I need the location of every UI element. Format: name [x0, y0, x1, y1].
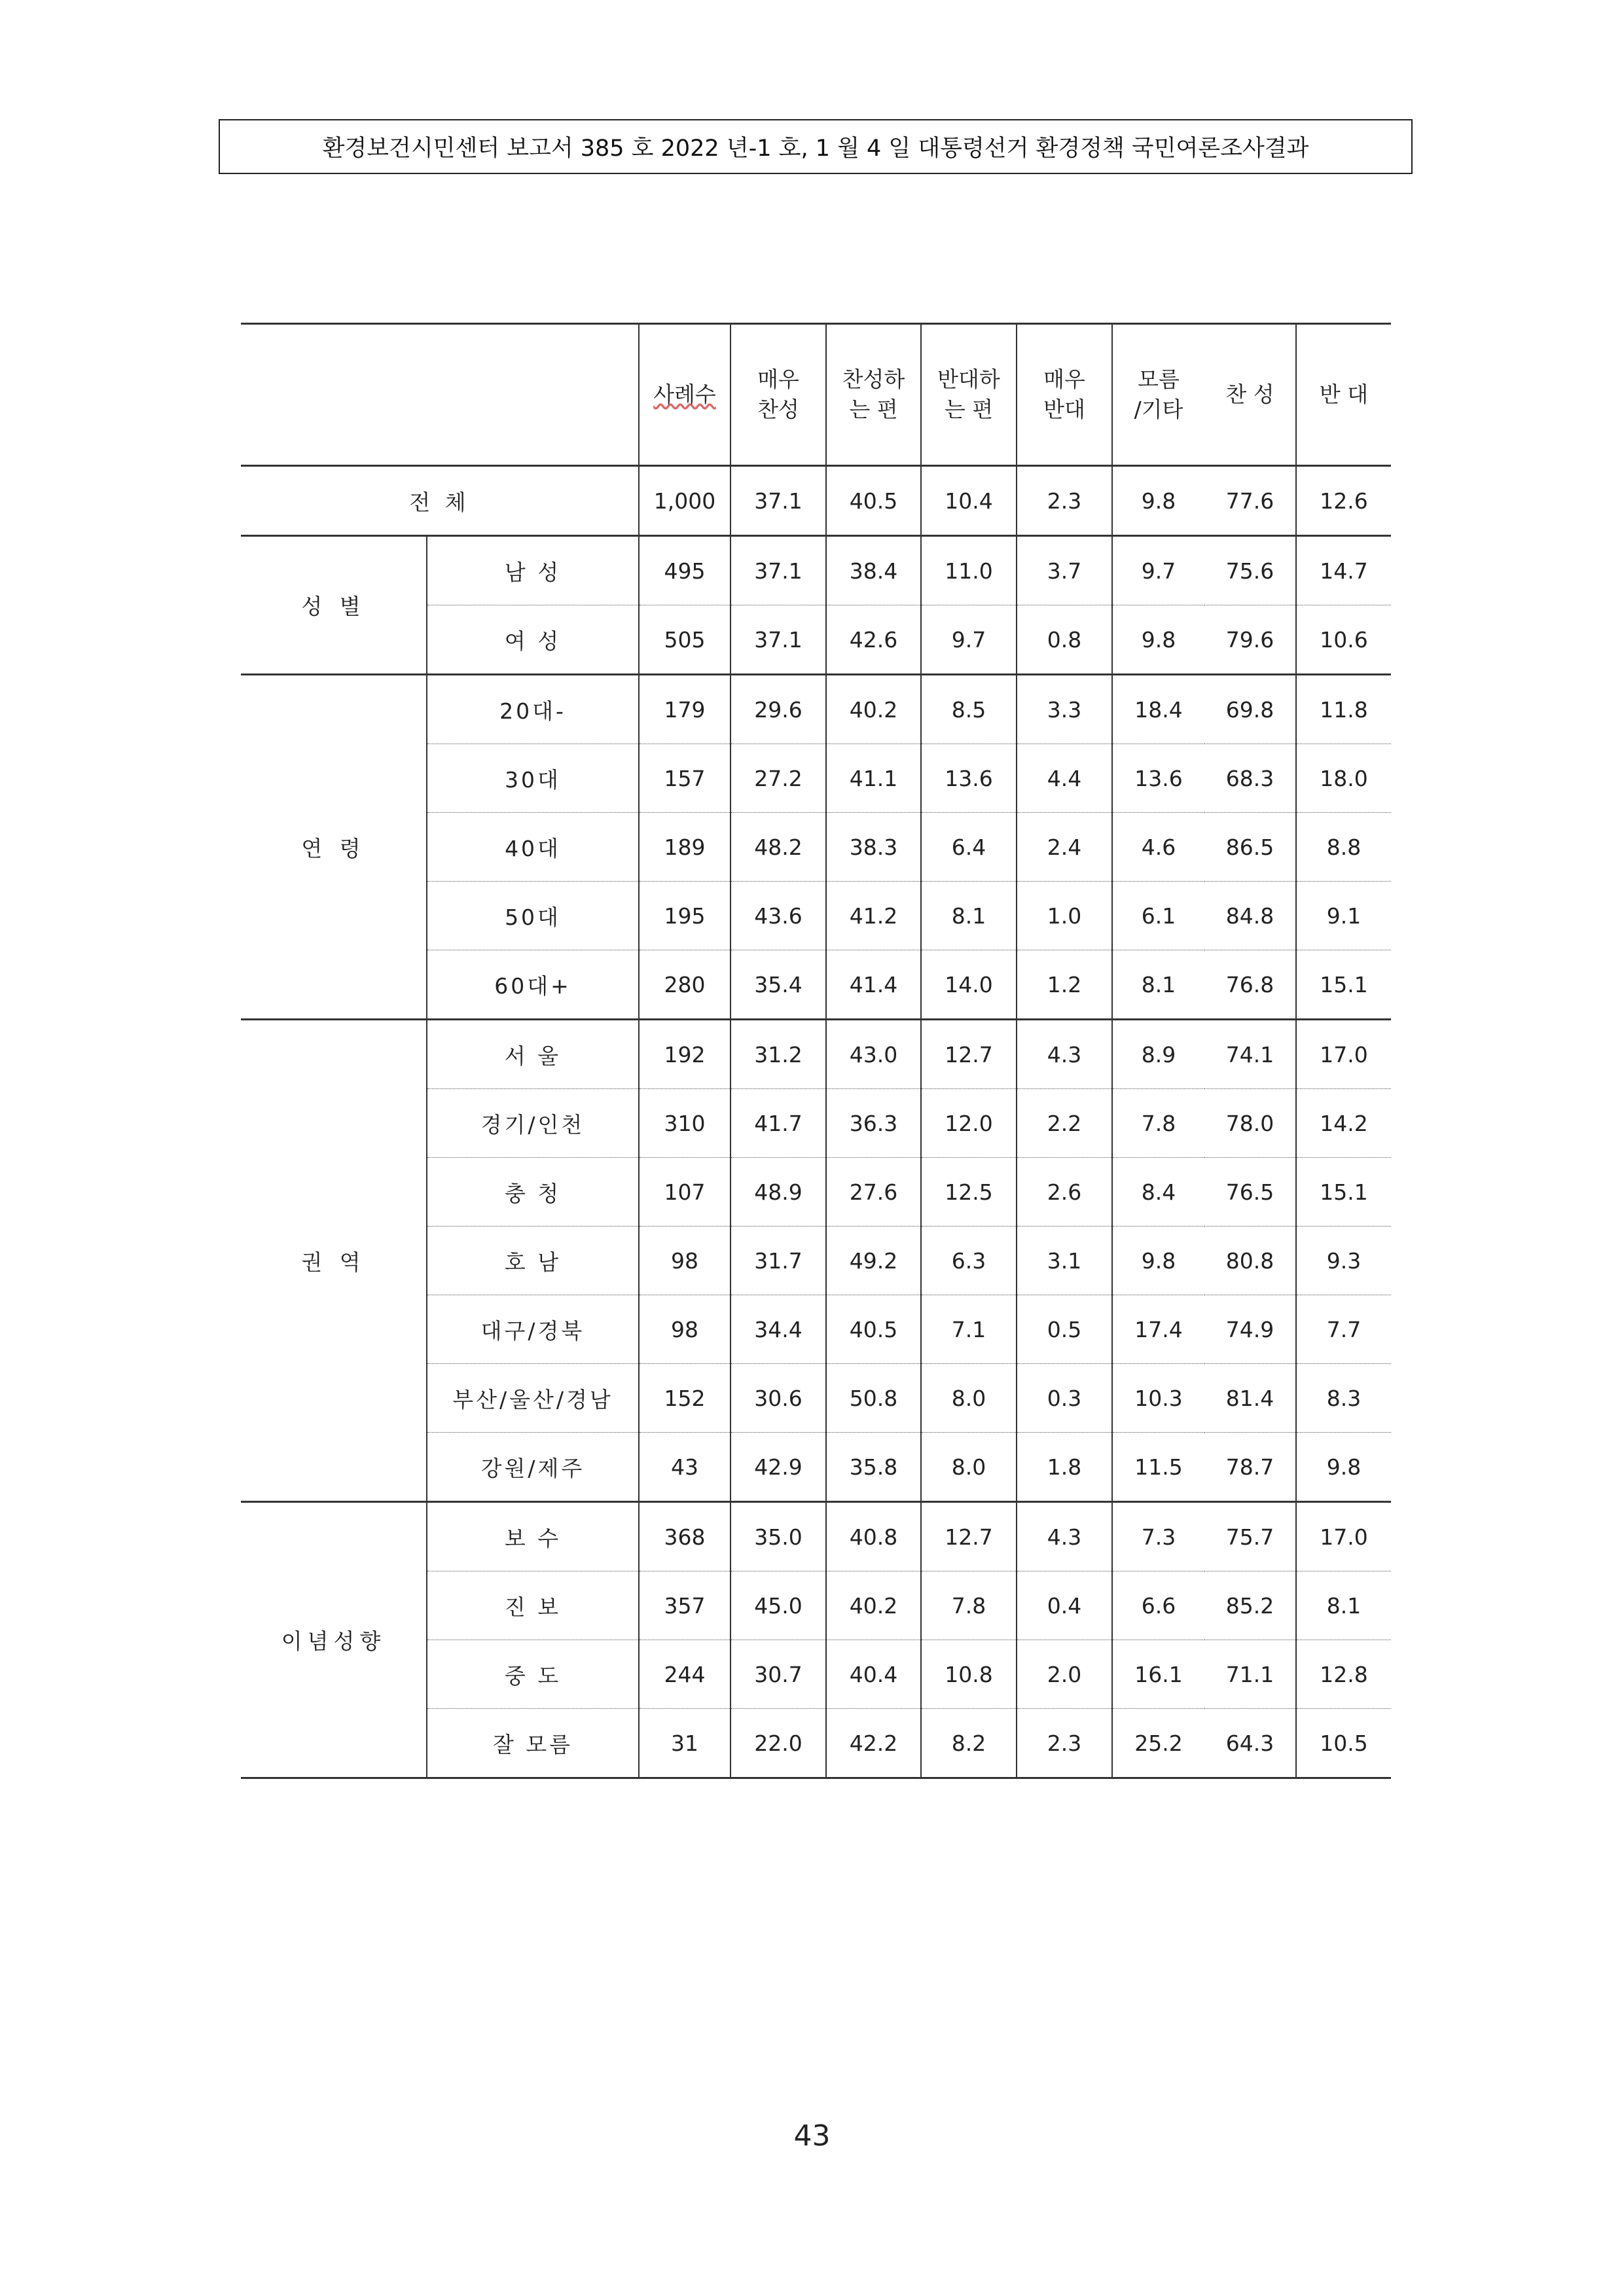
column-header — [1112, 324, 1204, 466]
value-cell: 9.1 — [1296, 882, 1391, 950]
value-cell: 8.1 — [1112, 950, 1204, 1020]
value-cell: 1.0 — [1017, 882, 1112, 950]
value-cell: 15.1 — [1296, 950, 1391, 1020]
value-cell: 30.6 — [731, 1364, 826, 1433]
value-cell: 4.6 — [1112, 813, 1204, 882]
value-cell: 8.3 — [1296, 1364, 1391, 1433]
value-cell: 85.2 — [1225, 1592, 1274, 1619]
row-label: 중 도 — [427, 1640, 639, 1709]
value-cell: 7.8 — [921, 1571, 1017, 1640]
value-cell: 6.3 — [921, 1227, 1017, 1295]
value-cell: 81.4 — [1225, 1385, 1274, 1411]
header-corner-cell — [241, 324, 639, 466]
column-header-line: 찬성 — [757, 397, 799, 422]
group-label: 연 령 — [241, 675, 427, 1020]
value-cell: 107 — [639, 1158, 731, 1227]
column-header-line: 반 대 — [1319, 382, 1369, 407]
table-row — [241, 536, 1391, 605]
value-cell: 11.8 — [1296, 675, 1391, 744]
row-label: 진 보 — [427, 1571, 639, 1640]
value-cell: 2.2 — [1017, 1089, 1112, 1158]
value-cell: 79.6 — [1225, 626, 1274, 653]
value-cell: 8.8 — [1296, 813, 1391, 882]
column-header — [826, 324, 921, 466]
value-cell: 10.6 — [1296, 605, 1391, 675]
value-cell: 40.8 — [826, 1502, 921, 1571]
value-cell: 8.0 — [921, 1364, 1017, 1433]
value-cell: 42.9 — [731, 1433, 826, 1502]
row-label: 강원/제주 — [427, 1433, 639, 1502]
value-cell: 74.1 — [1225, 1041, 1274, 1067]
value-cell: 71.1 — [1225, 1661, 1274, 1687]
value-cell: 69.8 — [1225, 696, 1274, 723]
value-cell: 10.4 — [921, 466, 1017, 536]
value-cell: 98 — [639, 1295, 731, 1364]
value-cell: 4.3 — [1017, 1502, 1112, 1571]
value-cell: 42.6 — [826, 605, 921, 675]
row-label-total: 전 체 — [409, 489, 470, 515]
value-cell: 0.8 — [1017, 605, 1112, 675]
value-cell: 35.4 — [731, 950, 826, 1020]
value-cell: 75.7 — [1225, 1524, 1274, 1550]
value-cell: 6.6 — [1112, 1571, 1204, 1640]
value-cell: 84.8 — [1225, 903, 1274, 929]
row-label: 보 수 — [427, 1502, 639, 1571]
report-header — [219, 119, 1413, 174]
value-cell: 8.2 — [921, 1709, 1017, 1778]
value-cell: 10.8 — [921, 1640, 1017, 1709]
value-cell: 12.7 — [921, 1502, 1017, 1571]
value-cell: 9.8 — [1296, 1433, 1391, 1502]
value-cell: 35.0 — [731, 1502, 826, 1571]
survey-results-table — [241, 323, 1391, 1779]
value-cell: 38.3 — [826, 813, 921, 882]
value-cell: 2.0 — [1017, 1640, 1112, 1709]
value-cell: 310 — [639, 1089, 731, 1158]
value-cell: 77.6 — [1225, 488, 1274, 514]
value-cell: 6.1 — [1112, 882, 1204, 950]
value-cell: 40.5 — [826, 466, 921, 536]
value-cell: 368 — [639, 1502, 731, 1571]
value-cell: 9.8 — [1112, 466, 1204, 536]
page-number: 43 — [793, 2119, 831, 2153]
value-cell: 152 — [639, 1364, 731, 1433]
value-cell: 31.2 — [731, 1020, 826, 1089]
value-cell: 27.2 — [731, 744, 826, 813]
value-cell: 41.1 — [826, 744, 921, 813]
value-cell: 7.3 — [1112, 1502, 1204, 1571]
value-cell: 14.2 — [1296, 1089, 1391, 1158]
value-cell: 10.3 — [1112, 1364, 1204, 1433]
column-header-line: 는 편 — [944, 397, 994, 422]
value-cell: 357 — [639, 1571, 731, 1640]
column-header — [639, 324, 731, 466]
row-label: 남 성 — [427, 536, 639, 605]
value-cell: 9.8 — [1112, 605, 1204, 675]
value-cell: 78.0 — [1225, 1110, 1274, 1136]
value-cell: 179 — [639, 675, 731, 744]
row-label: 호 남 — [427, 1227, 639, 1295]
column-header-line: 는 편 — [849, 397, 898, 422]
value-cell: 6.4 — [921, 813, 1017, 882]
value-cell: 42.2 — [826, 1709, 921, 1778]
value-cell: 15.1 — [1296, 1158, 1391, 1227]
value-cell: 17.0 — [1296, 1020, 1391, 1089]
value-cell: 38.4 — [826, 536, 921, 605]
value-cell: 18.4 — [1112, 675, 1204, 744]
value-cell: 86.5 — [1225, 834, 1274, 860]
value-cell: 8.5 — [921, 675, 1017, 744]
column-header-line: 모름 — [1138, 367, 1180, 392]
row-label: 여 성 — [427, 605, 639, 675]
value-cell: 50.8 — [826, 1364, 921, 1433]
row-label: 50대 — [427, 882, 639, 950]
row-label: 대구/경북 — [427, 1295, 639, 1364]
value-cell: 244 — [639, 1640, 731, 1709]
value-cell: 2.4 — [1017, 813, 1112, 882]
column-header-line: 사례수 — [653, 382, 716, 407]
row-label: 충 청 — [427, 1158, 639, 1227]
value-cell: 12.8 — [1296, 1640, 1391, 1709]
column-header-line: 매우 — [1043, 367, 1085, 392]
value-cell: 37.1 — [731, 605, 826, 675]
value-cell: 27.6 — [826, 1158, 921, 1227]
header-row — [241, 324, 1391, 466]
value-cell: 157 — [639, 744, 731, 813]
value-cell: 17.0 — [1296, 1502, 1391, 1571]
value-cell: 12.5 — [921, 1158, 1017, 1227]
value-cell: 25.2 — [1112, 1709, 1204, 1778]
column-header — [1296, 324, 1391, 466]
column-header — [731, 324, 826, 466]
value-cell: 14.0 — [921, 950, 1017, 1020]
column-header-line: 찬 성 — [1225, 382, 1274, 407]
row-label: 경기/인천 — [427, 1089, 639, 1158]
value-cell: 7.7 — [1296, 1295, 1391, 1364]
value-cell: 9.8 — [1112, 1227, 1204, 1295]
column-header-line: 매우 — [757, 367, 799, 392]
value-cell: 10.5 — [1296, 1709, 1391, 1778]
value-cell: 7.1 — [921, 1295, 1017, 1364]
value-cell: 2.3 — [1017, 1709, 1112, 1778]
column-header-line: /기타 — [1134, 397, 1183, 422]
value-cell: 8.0 — [921, 1433, 1017, 1502]
column-header-line: 반대하 — [937, 367, 1000, 392]
column-header — [1017, 324, 1112, 466]
value-cell: 37.1 — [731, 536, 826, 605]
value-cell: 11.0 — [921, 536, 1017, 605]
value-cell: 12.6 — [1296, 466, 1391, 536]
group-label: 성 별 — [241, 536, 427, 675]
table-row — [241, 1020, 1391, 1089]
value-cell: 192 — [639, 1020, 731, 1089]
table-row — [241, 675, 1391, 744]
value-cell: 13.6 — [921, 744, 1017, 813]
value-cell: 40.2 — [826, 675, 921, 744]
row-label: 서 울 — [427, 1020, 639, 1089]
value-cell: 8.4 — [1112, 1158, 1204, 1227]
row-label: 20대- — [427, 675, 639, 744]
column-header — [1204, 324, 1296, 466]
value-cell: 8.9 — [1112, 1020, 1204, 1089]
value-cell: 495 — [639, 536, 731, 605]
value-cell: 22.0 — [731, 1709, 826, 1778]
value-cell: 0.4 — [1017, 1571, 1112, 1640]
value-cell: 31 — [639, 1709, 731, 1778]
value-cell: 189 — [639, 813, 731, 882]
value-cell: 9.7 — [921, 605, 1017, 675]
value-cell: 76.5 — [1225, 1179, 1274, 1205]
group-label: 이념성향 — [241, 1502, 427, 1778]
value-cell: 64.3 — [1225, 1730, 1274, 1756]
row-label: 30대 — [427, 744, 639, 813]
row-label: 60대+ — [427, 950, 639, 1020]
column-header-line: 찬성하 — [842, 367, 905, 392]
value-cell: 43 — [639, 1433, 731, 1502]
value-cell: 4.3 — [1017, 1020, 1112, 1089]
value-cell: 40.4 — [826, 1640, 921, 1709]
value-cell: 11.5 — [1112, 1433, 1204, 1502]
value-cell: 75.6 — [1225, 558, 1274, 584]
value-cell: 76.8 — [1225, 971, 1274, 997]
value-cell: 49.2 — [826, 1227, 921, 1295]
value-cell: 3.7 — [1017, 536, 1112, 605]
value-cell: 0.3 — [1017, 1364, 1112, 1433]
value-cell: 98 — [639, 1227, 731, 1295]
value-cell: 30.7 — [731, 1640, 826, 1709]
value-cell: 74.9 — [1225, 1316, 1274, 1342]
value-cell: 43.6 — [731, 882, 826, 950]
report-header-text: 환경보건시민센터 보고서 385 호 2022 년-1 호, 1 월 4 일 대통령선거 환경정책 국민여론조사결과 — [322, 135, 1309, 162]
column-header — [921, 324, 1017, 466]
value-cell: 45.0 — [731, 1571, 826, 1640]
column-header-line: 반대 — [1043, 397, 1085, 422]
table-row — [241, 1502, 1391, 1571]
value-cell: 17.4 — [1112, 1295, 1204, 1364]
value-cell: 41.4 — [826, 950, 921, 1020]
value-cell: 9.3 — [1296, 1227, 1391, 1295]
value-cell: 31.7 — [731, 1227, 826, 1295]
value-cell: 68.3 — [1225, 765, 1274, 791]
value-cell: 48.2 — [731, 813, 826, 882]
value-cell: 18.0 — [1296, 744, 1391, 813]
value-cell: 12.7 — [921, 1020, 1017, 1089]
value-cell: 2.3 — [1017, 466, 1112, 536]
group-label: 권 역 — [241, 1020, 427, 1502]
row-label: 잘 모름 — [427, 1709, 639, 1778]
value-cell: 40.5 — [826, 1295, 921, 1364]
value-cell: 505 — [639, 605, 731, 675]
value-cell: 37.1 — [731, 466, 826, 536]
value-cell: 35.8 — [826, 1433, 921, 1502]
value-cell: 3.1 — [1017, 1227, 1112, 1295]
value-cell: 80.8 — [1225, 1247, 1274, 1274]
value-cell: 78.7 — [1225, 1454, 1274, 1480]
row-label: 부산/울산/경남 — [427, 1364, 639, 1433]
value-cell: 41.7 — [731, 1089, 826, 1158]
table-row-total — [241, 466, 1391, 536]
row-label: 40대 — [427, 813, 639, 882]
value-cell: 43.0 — [826, 1020, 921, 1089]
value-cell: 12.0 — [921, 1089, 1017, 1158]
value-cell: 29.6 — [731, 675, 826, 744]
value-cell: 34.4 — [731, 1295, 826, 1364]
value-cell: 195 — [639, 882, 731, 950]
value-cell: 1.2 — [1017, 950, 1112, 1020]
value-cell: 40.2 — [826, 1571, 921, 1640]
value-cell: 1,000 — [639, 466, 731, 536]
value-cell: 9.7 — [1112, 536, 1204, 605]
value-cell: 2.6 — [1017, 1158, 1112, 1227]
value-cell: 16.1 — [1112, 1640, 1204, 1709]
value-cell: 41.2 — [826, 882, 921, 950]
value-cell: 4.4 — [1017, 744, 1112, 813]
value-cell: 36.3 — [826, 1089, 921, 1158]
value-cell: 280 — [639, 950, 731, 1020]
value-cell: 8.1 — [921, 882, 1017, 950]
value-cell: 14.7 — [1296, 536, 1391, 605]
value-cell: 3.3 — [1017, 675, 1112, 744]
value-cell: 1.8 — [1017, 1433, 1112, 1502]
value-cell: 48.9 — [731, 1158, 826, 1227]
value-cell: 0.5 — [1017, 1295, 1112, 1364]
value-cell: 13.6 — [1112, 744, 1204, 813]
value-cell: 7.8 — [1112, 1089, 1204, 1158]
value-cell: 8.1 — [1296, 1571, 1391, 1640]
